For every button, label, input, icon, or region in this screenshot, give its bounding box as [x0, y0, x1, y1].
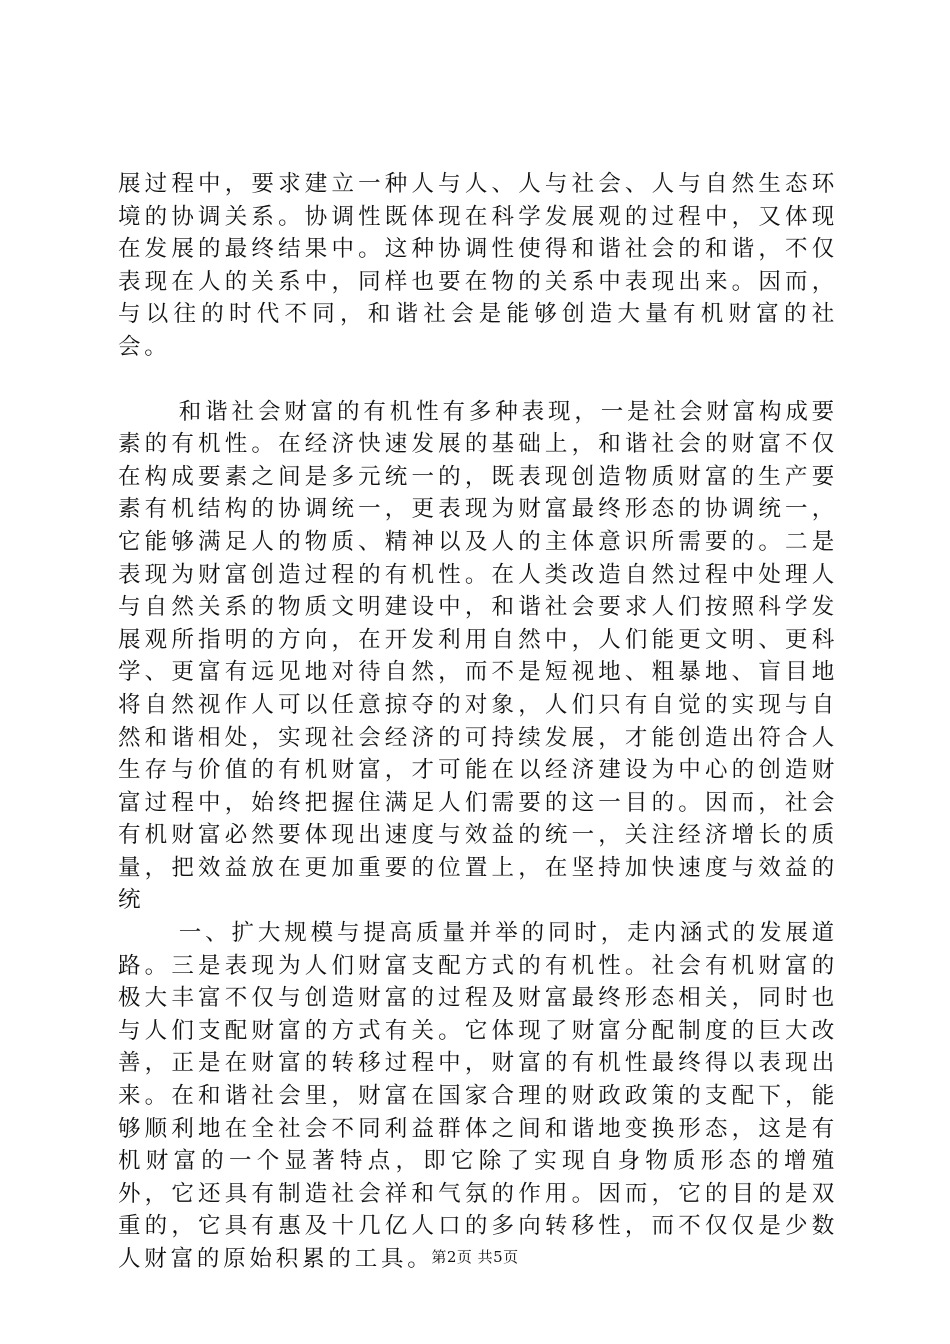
paragraph-2: 和谐社会财富的有机性有多种表现，一是社会财富构成要素的有机性。在经济快速发展的基础上，和谐社会的财富不仅在构成要素之间是多元统一的，既表现创造物质财富的生产要素有机结构的协调统一，更表现为财富最终形态的协调统一，它能够满足人的物质、精神以及人的主体意识所需要的。二是表现为财富创造过程的有机性。在人类改造自然过程中处理人与自然关系的物质文明建设中，和谐社会要求人们按照科学发展观所指明的方向，在开发利用自然中，人们能更文明、更科学、更富有远见地对待自然，而不是短视地、粗暴地、盲目地将自然视作人可以任意掠夺的对象，人们只有自觉的实现与自然和谐相处，实现社会经济的可持续发展，才能创造出符合人生存与价值的有机财富，才可能在以经济建设为中心的创造财富过程中，始终把握住满足人们需要的这一目的。因而，社会有机财富必然要体现出速度与效益的统一，关注经济增长的质量，把效益放在更加重要的位置上，在坚持加快速度与效益的统	[118, 398, 838, 914]
paragraph-1: 展过程中，要求建立一种人与人、人与社会、人与自然生态环境的协调关系。协调性既体现在科学发展观的过程中，又体现在发展的最终结果中。这种协调性使得和谐社会的和谐，不仅表现在人的关系中，同样也要在物的关系中表现出来。因而，与以往的时代不同，和谐社会是能够创造大量有机财富的社会。	[118, 171, 838, 360]
document-body	[118, 168, 838, 1276]
paragraph-3: 一、扩大规模与提高质量并举的同时，走内涵式的发展道路。三是表现为人们财富支配方式的有机性。社会有机财富的极大丰富不仅与创造财富的过程及财富最终形态相关，同时也与人们支配财富的方式有关。它体现了财富分配制度的巨大改善，正是在财富的转移过程中，财富的有机性最终得以表现出来。在和谐社会里，财富在国家合理的财政政策的支配下，能够顺利地在全社会不同利益群体之间和谐地变换形态，这是有机财富的一个显著特点，即它除了实现自身物质形态的增殖外，它还具有制造社会祥和气氛的作用。因而，它的目的是双重的，它具有惠及十几亿人口的多向转移性，而不仅仅是少数人财富的原始积累的工具。	[118, 920, 838, 1272]
page-footer: 第2页 共5页	[431, 1248, 519, 1266]
paragraph-spacer	[118, 364, 838, 396]
